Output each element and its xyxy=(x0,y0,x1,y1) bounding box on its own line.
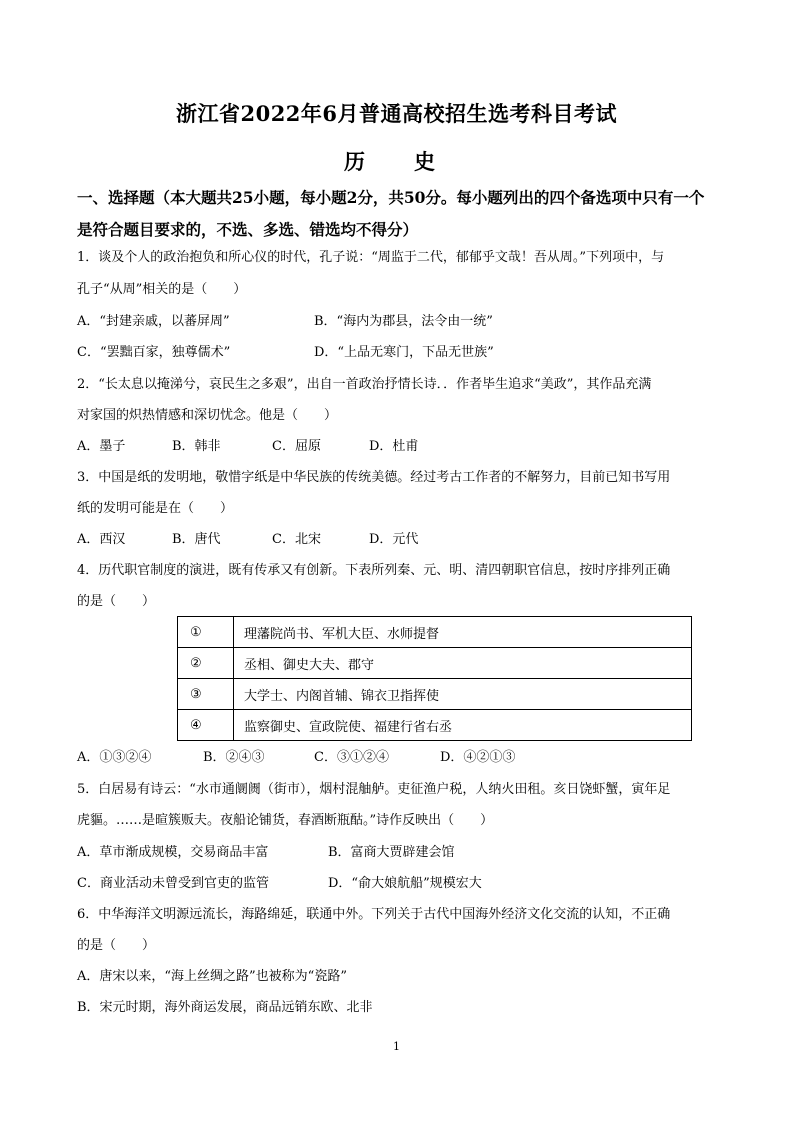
question-2-option-a: A．墨子 xyxy=(77,439,126,454)
table-row-number: ③ xyxy=(178,679,234,710)
question-4-line-2: 的是（ ） xyxy=(77,594,156,609)
section-header: 一、选择题（本大题共25小题，每小题2分，共50分。每小题列出的四个备选项中只有一个是符合题目要求的，不选、多选、错选均不得分） xyxy=(77,188,705,239)
official-titles-table xyxy=(177,616,692,741)
question-1-option-a: A．“封建亲戚，以蕃屏周” xyxy=(77,314,230,329)
table-row-text: 监察御史、宣政院使、福建行省右丞 xyxy=(234,710,692,741)
table-row-text: 丞相、御史大夫、郡守 xyxy=(234,648,692,679)
question-4-option-b: B．②④③ xyxy=(203,750,265,765)
question-2-option-d: D．杜甫 xyxy=(369,439,419,454)
question-6-line-1: 6．中华海洋文明源远流长，海路绵延，联通中外。下列关于古代中国海外经济文化交流的认知，不正确 xyxy=(77,907,671,922)
table-row xyxy=(178,679,692,710)
question-3-line-1: 3．中国是纸的发明地，敬惜字纸是中华民族的传统美德。经过考古工作者的不解努力，目前已知书写用 xyxy=(77,470,671,485)
question-5-line-2: 虎貙。……是暄簇贩夫。夜船论铺货，春酒断瓶酤。”诗作反映出（ ） xyxy=(77,813,494,828)
question-1-option-b: B．“海内为郡县，法令由一统” xyxy=(314,314,493,329)
question-1-line-1: 1．谈及个人的政治抱负和所心仪的时代，孔子说：“周监于二代，郁郁乎文哉！吾从周。”下列项中，与 xyxy=(77,250,665,265)
question-3-option-c: C．北宋 xyxy=(272,532,321,547)
question-5-option-b: B．富商大贾辟建会馆 xyxy=(328,845,455,860)
question-3-option-b: B．唐代 xyxy=(172,532,221,547)
table-row-text: 理藩院尚书、军机大臣、水师提督 xyxy=(234,617,692,648)
question-4-option-c: C．③①②④ xyxy=(314,750,389,765)
question-5-option-c: C．商业活动未曾受到官吏的监管 xyxy=(77,876,269,891)
question-1-line-2: 孔子“从周”相关的是（ ） xyxy=(77,282,247,297)
table-row xyxy=(178,648,692,679)
question-6-line-2: 的是（ ） xyxy=(77,938,156,953)
question-2-option-c: C．屈原 xyxy=(272,439,321,454)
question-2-option-b: B．韩非 xyxy=(172,439,221,454)
table-row-number: ① xyxy=(178,617,234,648)
table-row xyxy=(178,710,692,741)
page-number: 1 xyxy=(393,1040,400,1053)
question-2-line-2: 对家国的炽热情感和深切忧念。他是（ ） xyxy=(77,408,338,423)
question-6-option-a: A．唐宋以来，“海上丝绸之路”也被称为“瓷路” xyxy=(77,969,347,984)
question-5-line-1: 5．白居易有诗云：“水市通阛阓（街市），烟村混舳舻。吏征渔户税，人纳火田租。亥日饶虾蟹，寅年足 xyxy=(77,782,671,797)
table-row xyxy=(178,617,692,648)
question-3-option-a: A．西汉 xyxy=(77,532,126,547)
table-row-number: ② xyxy=(178,648,234,679)
question-3-line-2: 纸的发明可能是在（ ） xyxy=(77,501,234,516)
table-row-number: ④ xyxy=(178,710,234,741)
question-4-line-1: 4．历代职官制度的演进，既有传承又有创新。下表所列秦、元、明、清四朝职官信息，按时序排列正确 xyxy=(77,563,671,578)
exam-title: 浙江省2022年6月普通高校招生选考科目考试 xyxy=(175,101,618,126)
question-4-option-a: A．①③②④ xyxy=(77,750,152,765)
question-2-line-1: 2．“长太息以掩涕兮，哀民生之多艰”，出自一首政治抒情长诗．．作者毕生追求“美政”，其作品充满 xyxy=(77,377,652,392)
question-5-option-d: D．“俞大娘航船”规模宏大 xyxy=(328,876,482,891)
question-3-option-d: D．元代 xyxy=(369,532,419,547)
table-row-text: 大学士、内阁首辅、锦衣卫指挥使 xyxy=(234,679,692,710)
question-1-option-c: C．“罢黜百家，独尊儒术” xyxy=(77,345,231,360)
question-4-option-d: D．④②①③ xyxy=(440,750,516,765)
subject-title: 历 史 xyxy=(344,149,449,174)
question-5-option-a: A．草市渐成规模，交易商品丰富 xyxy=(77,845,269,860)
question-6-option-b: B．宋元时期，海外商运发展，商品远销东欧、北非 xyxy=(77,1000,373,1015)
question-1-option-d: D．“上品无寒门，下品无世族” xyxy=(314,345,494,360)
